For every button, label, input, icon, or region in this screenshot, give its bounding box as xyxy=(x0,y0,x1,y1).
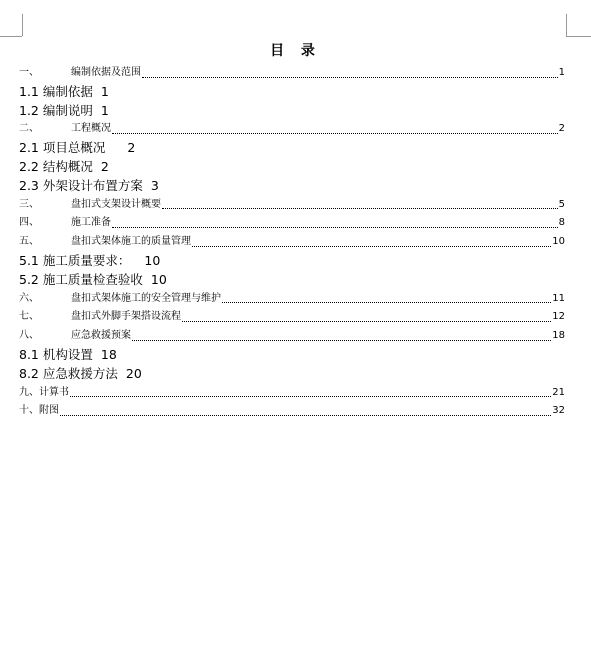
toc-entry-number: 1.2 xyxy=(19,102,43,118)
toc-entry[interactable] xyxy=(19,308,565,327)
crop-mark-top-right-vertical xyxy=(566,14,567,36)
toc-title: 目 录 xyxy=(270,43,321,59)
toc-entry[interactable] xyxy=(19,384,565,403)
toc-entry-text: 编制依据 xyxy=(42,83,93,99)
toc-entry-page: 8 xyxy=(558,217,565,229)
toc-entry-number: 五、 xyxy=(19,236,39,248)
toc-leader-dots xyxy=(142,77,558,78)
toc-entry-page: 1 xyxy=(558,67,565,78)
toc-entry-page: 1 xyxy=(100,83,109,99)
toc-entry[interactable] xyxy=(19,252,565,271)
toc-entry[interactable] xyxy=(19,139,565,158)
toc-entry[interactable] xyxy=(19,271,565,290)
toc-entry[interactable] xyxy=(19,346,565,365)
toc-entry-page: 1 xyxy=(100,102,109,118)
toc-leader-dots xyxy=(162,208,558,209)
toc-entry-text: 施工准备 xyxy=(71,217,111,229)
toc-entry-page: 18 xyxy=(552,330,565,342)
toc-entry-number: 六、 xyxy=(19,292,39,304)
toc-entry-page: 10 xyxy=(150,271,167,287)
toc-entry-number: 十、 xyxy=(19,405,39,417)
toc-entry-page: 2 xyxy=(558,123,565,135)
toc-entry-text: 计算书 xyxy=(39,386,69,398)
toc-entry-text: 盘扣式架体施工的安全管理与维护 xyxy=(71,292,221,304)
toc-entry[interactable] xyxy=(19,120,565,139)
toc-entry-text: 机构设置 xyxy=(42,346,93,362)
toc-entry-page: 21 xyxy=(552,386,565,398)
toc-entry-text: 编制依据及范围 xyxy=(71,67,141,78)
toc-leader-dots xyxy=(222,302,551,303)
toc-entry-text: 施工质量检查验收 xyxy=(42,271,143,287)
toc-leader-dots xyxy=(112,133,558,134)
toc-entry[interactable] xyxy=(19,64,565,83)
toc-entry-text: 附图 xyxy=(39,405,59,417)
toc-entry-text: 编制说明 xyxy=(42,102,93,118)
crop-mark-top-right xyxy=(566,36,591,37)
toc-entry-page: 12 xyxy=(552,311,565,323)
toc-entry-page: 2 xyxy=(100,158,109,174)
toc-entry-text: 工程概况 xyxy=(71,123,111,135)
crop-mark-top-left xyxy=(0,36,22,37)
toc-entry-text: 项目总概况 xyxy=(42,140,106,156)
toc-entry-number: 九、 xyxy=(19,386,39,398)
toc-leader-dots xyxy=(60,415,551,416)
toc-entry-number: 一、 xyxy=(19,67,39,78)
toc-entry[interactable] xyxy=(19,402,565,421)
toc-entry-number: 四、 xyxy=(19,217,39,229)
toc-entry[interactable] xyxy=(19,365,565,384)
toc-entry-number: 2.3 xyxy=(19,177,43,193)
toc-entry-number: 5.1 xyxy=(19,252,43,268)
toc-entry[interactable] xyxy=(19,196,565,215)
toc-entry[interactable] xyxy=(19,214,565,233)
toc-entry-number: 七、 xyxy=(19,311,39,323)
toc-entry-text: 盘扣式外脚手架搭设流程 xyxy=(71,311,181,323)
toc-entry-number: 2.1 xyxy=(19,140,43,156)
toc-leader-dots xyxy=(192,246,551,247)
toc-entry-page: 11 xyxy=(552,292,565,304)
toc-entry-text: 应急救援预案 xyxy=(71,330,131,342)
toc-leader-dots xyxy=(70,396,551,397)
toc-leader-dots xyxy=(132,340,551,341)
toc-entry-number: 5.2 xyxy=(19,271,43,287)
toc-entry-text: 外架设计布置方案 xyxy=(42,177,143,193)
toc-entry[interactable] xyxy=(19,158,565,177)
toc-entry[interactable] xyxy=(19,327,565,346)
toc-entry-number: 8.2 xyxy=(19,365,43,381)
toc-entry-page: 3 xyxy=(150,177,159,193)
toc-entry-page: 32 xyxy=(552,405,565,417)
table-of-contents xyxy=(19,64,565,421)
toc-entry-number: 八、 xyxy=(19,330,39,342)
toc-entry-text: 应急救援方法 xyxy=(42,365,118,381)
toc-entry-text: 结构概况 xyxy=(42,158,93,174)
toc-entry-text: 盘扣式支架设计概要 xyxy=(71,198,161,210)
toc-entry-number: 二、 xyxy=(19,123,39,135)
crop-mark-top-left-vertical xyxy=(22,14,23,36)
toc-entry-page: 10 xyxy=(144,252,161,268)
toc-leader-dots xyxy=(182,321,551,322)
toc-entry-number: 三、 xyxy=(19,198,39,210)
toc-entry[interactable] xyxy=(19,102,565,121)
toc-entry[interactable] xyxy=(19,83,565,102)
toc-entry-page: 5 xyxy=(558,198,565,210)
toc-entry-page: 20 xyxy=(125,365,142,381)
toc-entry[interactable] xyxy=(19,177,565,196)
toc-entry-number: 8.1 xyxy=(19,346,43,362)
toc-entry-page: 10 xyxy=(552,236,565,248)
toc-entry-text: 施工质量要求： xyxy=(42,252,131,268)
toc-entry[interactable] xyxy=(19,233,565,252)
toc-entry-number: 1.1 xyxy=(19,83,43,99)
toc-entry-text: 盘扣式架体施工的质量管理 xyxy=(71,236,191,248)
toc-entry-page: 2 xyxy=(127,140,136,156)
toc-leader-dots xyxy=(112,227,558,228)
toc-entry-number: 2.2 xyxy=(19,158,43,174)
toc-entry[interactable] xyxy=(19,290,565,309)
toc-entry-page: 18 xyxy=(100,346,117,362)
